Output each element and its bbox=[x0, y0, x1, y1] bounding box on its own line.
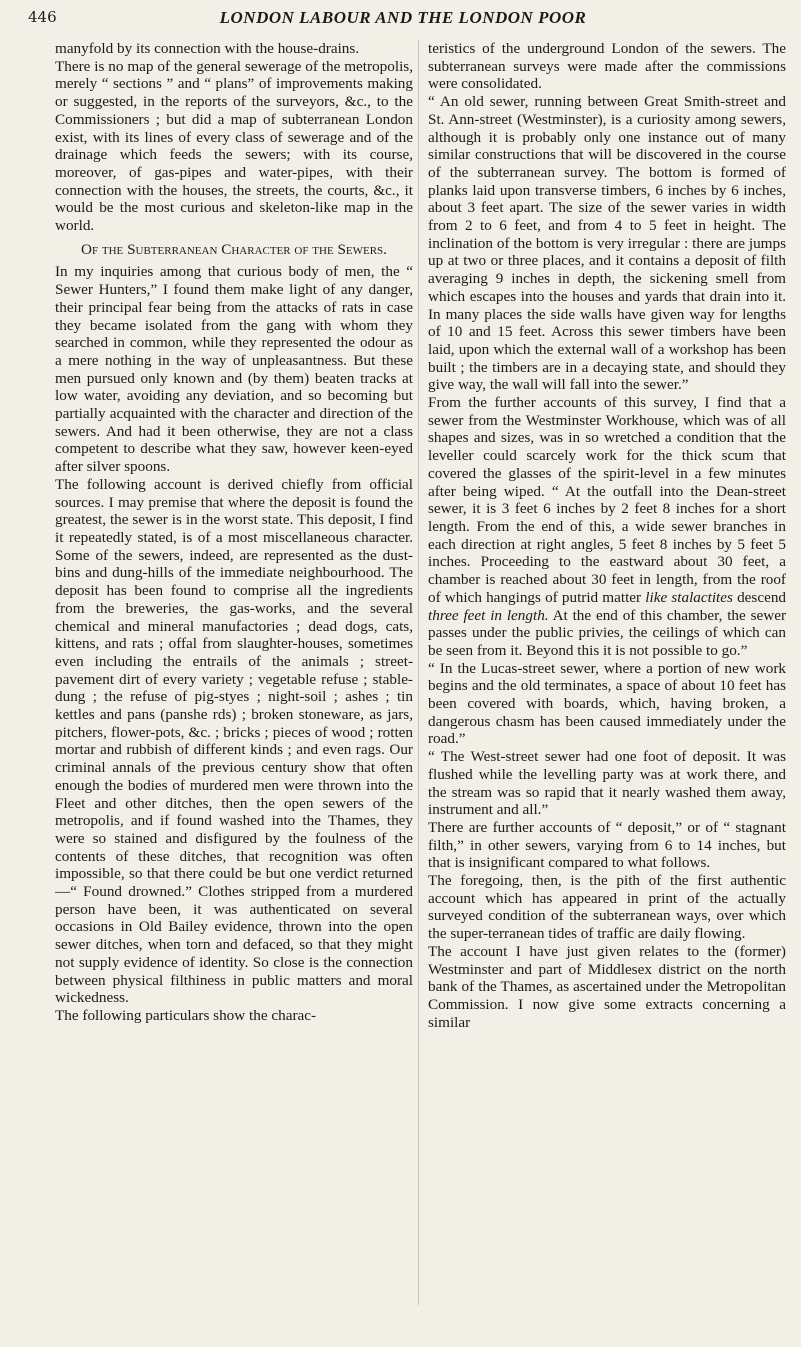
paragraph: “ An old sewer, running between Great Smith-street and St. Ann-street (Westminster), is a curiosity among sewers, although it is probably only one instance out of many similar constructions that will be discovered in the course of the subterranean survey. The bottom is formed of planks laid upon transverse timbers, 6 inches by 6 inches, about 3 feet apart. The size of the sewer varies in width from 2 to 6 feet, and from 4 to 5 feet in height. The inclination of the bottom is very irregular : there are jumps up at two or three places, and it contains a deposit of filth averaging 9 inches in depth, the sickening smell from which escapes into the houses and yards that drain into it. In many places the side walls have given way for lengths of 10 and 15 feet. Across this sewer timbers have been laid, upon which the external wall of a workshop has been built ; the timbers are in a decaying state, and should they give way, the wall will fall into the sewer.” bbox=[428, 93, 786, 394]
paragraph: The following account is derived chiefly from official sources. I may premise that where the deposit is found the greatest, the sewer is in the worst state. This deposit, I find it repeatedly stated, is of a most miscellaneous character. Some of the sewers, indeed, are represented as the dust-bins and dung-hills of the immediate neighbourhood. The deposit has been found to comprise all the ingredients from the breweries, the gas-works, and the several chemical and mineral manufactories ; dead dogs, cats, kittens, and rats ; offal from slaughter-houses, sometimes even including the entrails of the animals ; street-pavement dirt of every variety ; vegetable refuse ; stable-dung ; the refuse of pig-styes ; night-soil ; ashes ; tin kettles and pans (panshe rds) ; broken stoneware, as jars, pitchers, flower-pots, &c. ; bricks ; pieces of wood ; rotten mortar and rubbish of different kinds ; and even rags. Our criminal annals of the previous century show that often enough the bodies of murdered men were thrown into the Fleet and other ditches, then the open sewers of the metropolis, and if found washed into the Thames, they were so stained and disfigured by the foulness of the contents of these ditches, that recognition was often impossible, so that there could be but one verdict returned—“ Found drowned.” Clothes stripped from a murdered person have been, it was authenticated on several occasions in Old Bailey evidence, thrown into the open sewer ditches, when torn and defaced, so that they might not supply evidence of identity. So close is the connection between physical filthiness in public matters and moral wickedness. bbox=[55, 475, 413, 1007]
paragraph: The account I have just given relates to the (former) Westminster and part of Middlesex district on the north bank of the Thames, as ascertained under the Metropolitan Commission. I now give some extracts concerning a similar bbox=[428, 942, 786, 1031]
running-title: LONDON LABOUR AND THE LONDON POOR bbox=[219, 8, 587, 27]
italic-text: three feet in length. bbox=[428, 606, 549, 624]
paragraph: “ The West-street sewer had one foot of deposit. It was flushed while the levelling party was at work there, and the stream was so rapid that it nearly washed them away, instrument and all.” bbox=[428, 748, 786, 819]
paragraph bbox=[428, 394, 786, 660]
paragraph: “ In the Lucas-street sewer, where a portion of new work begins and the old terminates, a space of about 10 feet has been covered with boards, which, having broken, a dangerous chasm has been caused immediately under the road.” bbox=[428, 659, 786, 748]
paragraph-text: From the further accounts of this survey, I find that a sewer from the Westminster Workhouse, which was of all shapes and sizes, was in so wretched a condition that the leveller could scarcely work for the thick scum that covered the glasses of the spirit-level in a few minutes after being wiped. “ At the outfall into the Dean-street sewer, it is 3 feet 6 inches by 2 feet 8 inches for a short length. From the end of this, a wide sewer branches in each direction at right angles, 5 feet 8 inches by 5 feet 5 inches. Proceeding to the eastward about 30 feet, a chamber is reached about 30 feet in length, from the roof of which hangings of putrid matter bbox=[428, 394, 786, 606]
paragraph: manyfold by its connection with the house-drains. bbox=[55, 40, 360, 57]
paragraph: In my inquiries among that curious body of men, the “ Sewer Hunters,” I found them make light of any danger, their principal fear being from the attacks of rats in case they became isolated from the gang with whom they searched in common, while they represented the odour as a mere nothing in the way of unpleasantness. But these men pursued only known and (by them) beaten tracks at low water, avoiding any deviation, and so becoming but partially acquainted with the character and direction of the sewers. And had it been otherwise, they are not a class competent to describe what they saw, however keen-eyed after silver spoons. bbox=[55, 263, 413, 476]
paragraph: The following particulars show the charac- bbox=[55, 1006, 317, 1024]
column-divider bbox=[418, 40, 419, 1305]
section-heading: Of the Subterranean Character of the Sewers. bbox=[81, 240, 387, 258]
page-number: 446 bbox=[28, 8, 57, 26]
paragraph: teristics of the underground London of the sewers. The subterranean surveys were made after the commissions were consolidated. bbox=[428, 40, 786, 93]
italic-text: like stalactites bbox=[645, 588, 733, 606]
paragraph: There is no map of the general sewerage of the metropolis, merely “ sections ” and “ plans” of improvements making or suggested, in the reports of the surveyors, &c., to the Commissioners ; but did a map of subterranean London exist, with its lines of every class of sewerage and of the drainage which feeds the sewers; with its course, moreover, of gas-pipes and water-pipes, with their connection with the houses, the streets, the courts, &c., it would be the most curious and skeleton-like map in the world. bbox=[55, 57, 413, 235]
paragraph-text: descend bbox=[732, 588, 787, 606]
paragraph: The foregoing, then, is the pith of the first authentic account which has appeared in print of the actually surveyed condition of the subterranean ways, over which the super-terranean tides of traffic are daily flowing. bbox=[428, 872, 786, 943]
paragraph: There are further accounts of “ deposit,” or of “ stagnant filth,” in other sewers, varying from 6 to 14 inches, but that is insignificant compared to what follows. bbox=[428, 818, 786, 872]
left-column bbox=[55, 40, 413, 1025]
right-column bbox=[428, 40, 786, 1031]
paragraph-text: At the end of this chamber, the sewer passes under the public privies, the ceilings of which can be seen from it. Beyond this it is not possible to go.” bbox=[428, 606, 786, 659]
page-header bbox=[28, 8, 778, 34]
